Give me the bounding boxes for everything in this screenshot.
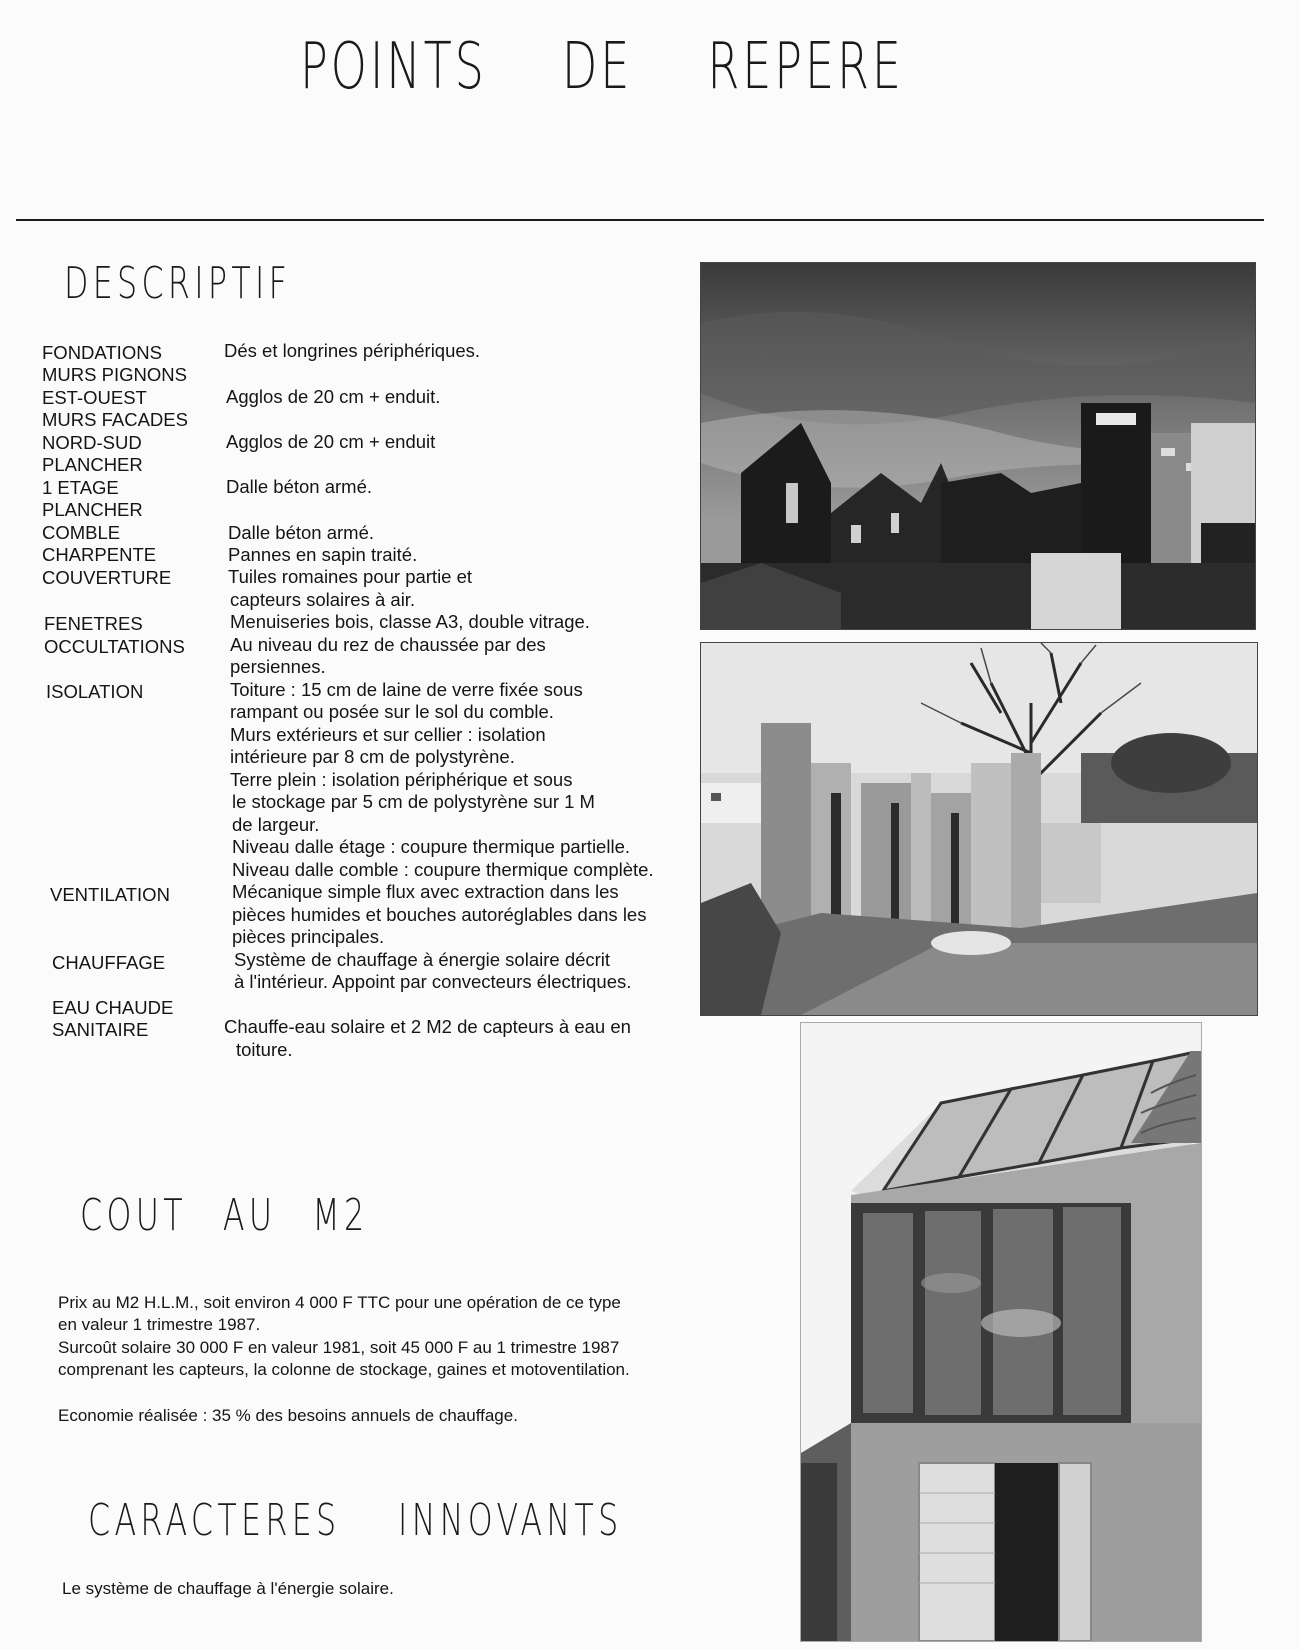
spec-label: PLANCHER xyxy=(42,454,143,475)
construction-site-photo xyxy=(700,262,1256,630)
header-divider xyxy=(16,219,1264,221)
spec-value: Système de chauffage à énergie solaire décrit xyxy=(234,949,611,970)
spec-label: CHAUFFAGE xyxy=(52,952,166,973)
cout-line: Surcoût solaire 30 000 F en valeur 1981, soit 45 000 F au 1 trimestre 1987 xyxy=(58,1338,620,1357)
spec-value: à l'intérieur. Appoint par convecteurs électriques. xyxy=(234,971,632,992)
spec-label: FENETRES xyxy=(44,613,143,634)
spec-value: toiture. xyxy=(236,1039,293,1060)
cout-heading: COUT AU M2 xyxy=(80,1190,369,1241)
spec-label: 1 ETAGE xyxy=(42,477,119,498)
spec-value: Murs extérieurs et sur cellier : isolation xyxy=(230,724,546,745)
spec-label: OCCULTATIONS xyxy=(44,636,185,657)
spec-label: ISOLATION xyxy=(46,681,144,702)
spec-value: Niveau dalle étage : coupure thermique partielle. xyxy=(232,836,630,857)
spec-label: COUVERTURE xyxy=(42,567,172,588)
spec-label: COMBLE xyxy=(42,522,121,543)
spec-value: Mécanique simple flux avec extraction dans les xyxy=(232,881,619,902)
spec-label: SANITAIRE xyxy=(52,1019,149,1040)
spec-value: Toiture : 15 cm de laine de verre fixée sous xyxy=(230,679,583,700)
spec-value: Niveau dalle comble : coupure thermique complète. xyxy=(232,859,654,880)
spec-value: pièces principales. xyxy=(232,926,385,947)
spec-label: EST-OUEST xyxy=(42,387,147,408)
innovants-heading: CARACTERES INNOVANTS xyxy=(88,1495,623,1546)
spec-value: Dalle béton armé. xyxy=(226,476,373,497)
building-walls-photo xyxy=(700,642,1258,1016)
spec-label: MURS PIGNONS xyxy=(42,364,187,385)
spec-value: persiennes. xyxy=(230,656,326,677)
spec-label: MURS FACADES xyxy=(42,409,188,430)
spec-value: Tuiles romaines pour partie et xyxy=(228,566,473,587)
spec-value: Agglos de 20 cm + enduit xyxy=(226,431,436,452)
spec-label: VENTILATION xyxy=(50,884,170,905)
spec-value: Chauffe-eau solaire et 2 M2 de capteurs à eau en xyxy=(224,1016,631,1037)
cout-line: en valeur 1 trimestre 1987. xyxy=(58,1315,261,1334)
cout-line: Prix au M2 H.L.M., soit environ 4 000 F TTC pour une opération de ce type xyxy=(58,1293,621,1312)
spec-value: Terre plein : isolation périphérique et sous xyxy=(230,769,573,790)
spec-value: Au niveau du rez de chaussée par des xyxy=(230,634,546,655)
spec-label: NORD-SUD xyxy=(42,432,142,453)
spec-label: PLANCHER xyxy=(42,499,143,520)
spec-value: pièces humides et bouches autoréglables dans les xyxy=(232,904,647,925)
cout-line: comprenant les capteurs, la colonne de stockage, gaines et motoventilation. xyxy=(58,1360,630,1379)
spec-value: intérieure par 8 cm de polystyrène. xyxy=(230,746,515,767)
page-title: POINTS DE REPERE xyxy=(300,30,904,104)
cout-economie: Economie réalisée : 35 % des besoins annuels de chauffage. xyxy=(58,1406,518,1425)
spec-value: le stockage par 5 cm de polystyrène sur 1 M xyxy=(232,791,595,812)
innovants-text: Le système de chauffage à l'énergie solaire. xyxy=(62,1579,394,1598)
spec-value: de largeur. xyxy=(232,814,320,835)
spec-value: Dés et longrines périphériques. xyxy=(224,340,481,361)
solar-house-facade-photo xyxy=(800,1022,1202,1642)
spec-value: rampant ou posée sur le sol du comble. xyxy=(230,701,554,722)
spec-value: Agglos de 20 cm + enduit. xyxy=(226,386,441,407)
spec-label: FONDATIONS xyxy=(42,342,162,363)
spec-label: EAU CHAUDE xyxy=(52,997,174,1018)
spec-value: Menuiseries bois, classe A3, double vitrage. xyxy=(230,611,590,632)
descriptif-heading: DESCRIPTIF xyxy=(64,258,292,309)
spec-value: Pannes en sapin traité. xyxy=(228,544,418,565)
spec-label: CHARPENTE xyxy=(42,544,157,565)
spec-value: capteurs solaires à air. xyxy=(230,589,416,610)
spec-value: Dalle béton armé. xyxy=(228,522,375,543)
